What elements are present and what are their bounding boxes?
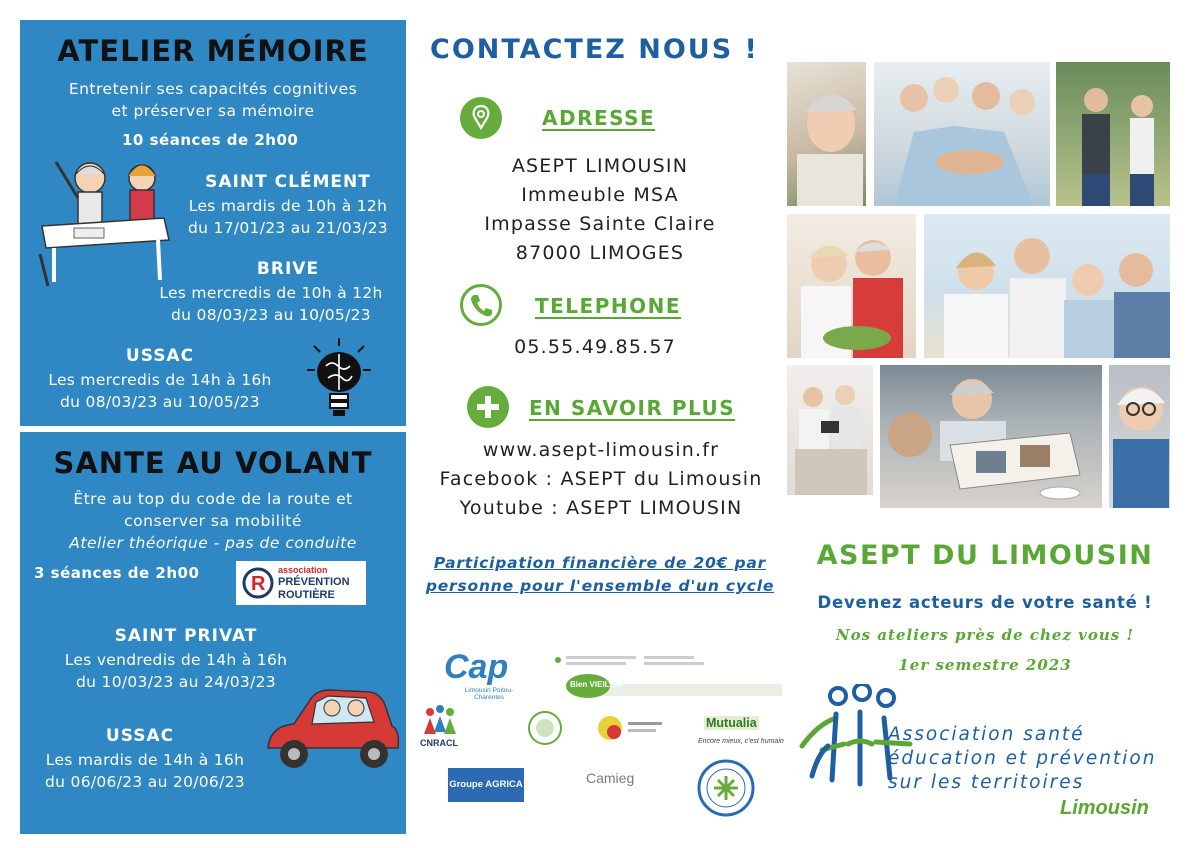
seniors-car-illustration [258, 678, 404, 782]
svg-text:R: R [251, 573, 266, 595]
phone-icon [460, 284, 502, 326]
mutualia-tagline: Encore mieux, c'est humain [698, 738, 784, 745]
address-line-2: Immeuble MSA [521, 184, 679, 206]
facebook-link[interactable]: Facebook : ASEPT du Limousin [439, 468, 763, 490]
brain-bulb-icon [306, 336, 372, 420]
assoc-line-2: éducation et prévention [888, 748, 1157, 769]
address-label: ADRESSE [542, 106, 656, 130]
atelier-memoire-sessions: 10 séances de 2h00 [122, 131, 299, 149]
contact-title: CONTACTEZ NOUS ! [430, 34, 759, 65]
brive-dates: du 08/03/23 au 10/05/23 [171, 306, 371, 324]
cap-logo-sub: Limousin Poitou-Charentes [464, 687, 514, 701]
location-brive: BRIVE [256, 259, 320, 279]
camieg-logo: Camieg [586, 770, 635, 786]
limousin-wordmark: Limousin [1060, 797, 1149, 819]
msa-seal-icon [527, 710, 563, 746]
address-line-1: ASEPT LIMOUSIN [511, 155, 689, 177]
asept-title: ASEPT DU LIMOUSIN [816, 540, 1154, 571]
cnracl-text: CNRACL [420, 738, 458, 748]
mutualia-logo: Mutualia [706, 716, 757, 730]
seniors-table-illustration [34, 148, 174, 288]
location-pin-icon [460, 97, 502, 139]
location-saint-privat: SAINT PRIVAT [114, 626, 258, 646]
photo-group-beach [924, 214, 1170, 358]
ussac-memoire-dates: du 08/03/23 au 10/05/23 [60, 393, 260, 411]
bien-vieillir-logo [552, 652, 784, 700]
location-saint-clement: SAINT CLÉMENT [205, 172, 371, 192]
participation-note [414, 552, 786, 598]
prevention-line1: association [278, 565, 328, 575]
prevention-line3: ROUTIÈRE [278, 589, 335, 601]
asept-tagline-1: Nos ateliers près de chez vous ! [835, 626, 1135, 644]
phone-label: TELEPHONE [535, 294, 682, 318]
agirc-seal-icon [696, 758, 756, 818]
photo-hiking-couple [1056, 62, 1170, 206]
cnracl-people-icon [418, 704, 462, 740]
prevention-routiere-logo [236, 561, 366, 605]
more-block [416, 436, 786, 523]
photo-group-hands [874, 62, 1050, 206]
location-ussac-memoire: USSAC [125, 346, 195, 366]
sante-volant-panel [20, 432, 406, 834]
atelier-memoire-subtitle-2: et préserver sa mémoire [111, 102, 315, 120]
photo-couple-eating [787, 214, 916, 358]
assoc-line-1: Association santé [888, 724, 1085, 745]
ussac-memoire-days: Les mercredis de 14h à 16h [48, 371, 272, 389]
asept-subtitle: Devenez acteurs de votre santé ! [817, 593, 1153, 612]
photo-photo-album [880, 365, 1102, 508]
bien-vieillir-text: Bien VIEILLIR [570, 680, 623, 689]
participation-line-2: personne pour l'ensemble d'un cycle [425, 577, 775, 595]
sante-volant-subtitle-1: Être au top du code de la route et [73, 490, 353, 508]
ussac-volant-days: Les mardis de 14h à 16h [45, 751, 245, 769]
agrica-logo: Groupe AGRICA [448, 768, 524, 802]
phone-number: 05.55.49.85.57 [514, 336, 676, 358]
address-line-4: 87000 LIMOGES [515, 242, 685, 264]
prevention-r-icon [242, 567, 274, 599]
more-label: EN SAVOIR PLUS [529, 396, 736, 420]
generations-logo-icon [596, 712, 664, 744]
asept-tagline-2: 1er semestre 2023 [898, 656, 1072, 674]
saint-privat-days: Les vendredis de 14h à 16h [64, 651, 288, 669]
ussac-volant-dates: du 06/06/23 au 20/06/23 [45, 773, 245, 791]
atelier-memoire-title: ATELIER MÉMOIRE [57, 34, 369, 68]
prevention-line2: PRÉVENTION [278, 576, 350, 588]
assoc-line-3: sur les territoires [888, 772, 1085, 793]
photo-couple-tablet [787, 365, 873, 495]
cap-logo [444, 648, 532, 708]
saint-privat-dates: du 10/03/23 au 24/03/23 [76, 673, 276, 691]
photo-woman-glasses [1109, 365, 1170, 508]
cap-logo-text: Cap [444, 648, 509, 686]
address-line-3: Impasse Sainte Claire [484, 213, 716, 235]
sante-volant-subtitle-3: Atelier théorique - pas de conduite [69, 534, 357, 552]
photo-woman-relaxing [787, 62, 866, 206]
sante-volant-subtitle-2: conserver sa mobilité [124, 512, 302, 530]
location-ussac-volant: USSAC [105, 726, 175, 746]
address-block [430, 152, 770, 268]
brive-days: Les mercredis de 10h à 12h [159, 284, 383, 302]
website-link[interactable]: www.asept-limousin.fr [482, 439, 720, 461]
saint-clement-days: Les mardis de 10h à 12h [188, 197, 388, 215]
plus-icon [467, 386, 509, 428]
atelier-memoire-panel [20, 20, 406, 426]
participation-line-1: Participation financière de 20€ par [433, 554, 767, 572]
sante-volant-sessions: 3 séances de 2h00 [34, 564, 200, 582]
bien-vieillir-banner [552, 652, 784, 700]
atelier-memoire-subtitle-1: Entretenir ses capacités cognitives [68, 80, 358, 98]
sante-volant-title: SANTE AU VOLANT [53, 446, 373, 480]
saint-clement-dates: du 17/01/23 au 21/03/23 [188, 219, 388, 237]
youtube-link[interactable]: Youtube : ASEPT LIMOUSIN [459, 497, 743, 519]
